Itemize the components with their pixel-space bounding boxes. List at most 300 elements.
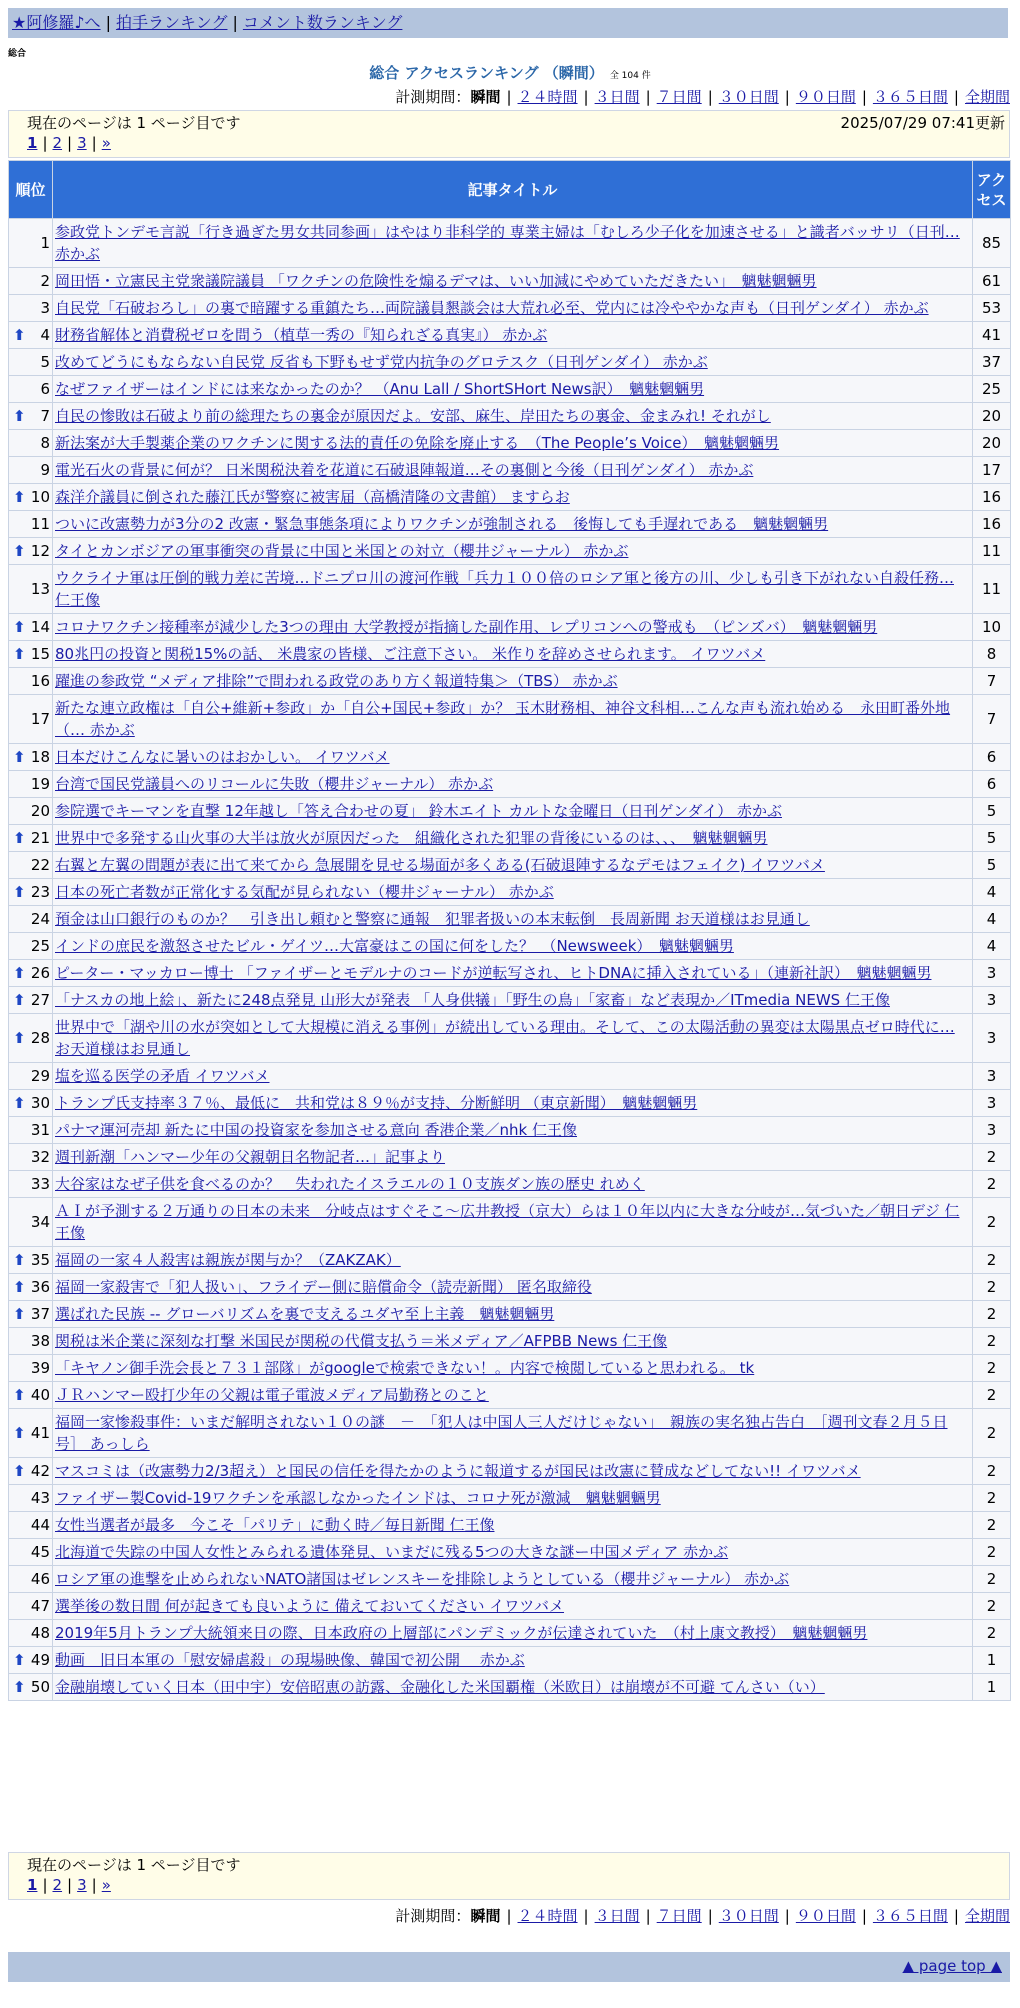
rank-number: 40	[30, 1386, 50, 1404]
table-row	[9, 1674, 1011, 1701]
table-row	[9, 614, 1011, 641]
period-link[interactable]: ２４時間	[517, 88, 578, 106]
access-count: 2	[973, 1485, 1011, 1512]
article-link[interactable]: 自民の惨敗は石破より前の総理たちの裏金が原因だよ。安部、麻生、岸田たちの裏金、金まみれ! それがし	[55, 407, 771, 425]
rank-up-arrow-icon: ⬆	[13, 883, 26, 901]
table-row	[9, 987, 1011, 1014]
rank-cell	[9, 987, 53, 1014]
table-row	[9, 268, 1011, 295]
article-link[interactable]: 選ばれた民族 -- グローバリズムを裏で支えるユダヤ至上主義 魑魅魍魎男	[55, 1305, 555, 1323]
page-link[interactable]: 3	[77, 1876, 87, 1894]
title-cell	[53, 457, 973, 484]
period-selector-top	[395, 86, 1010, 108]
article-link[interactable]: 躍進の参政党 “メディア排除”で問われる政党のあり方く報道特集＞（TBS） 赤かぶ	[55, 672, 618, 690]
table-row	[9, 879, 1011, 906]
access-count: 2	[973, 1409, 1011, 1458]
access-count: 11	[973, 538, 1011, 565]
ranking-title: 総合 アクセスランキング （瞬間）	[369, 64, 604, 82]
page-link[interactable]: »	[101, 1876, 111, 1894]
table-row	[9, 852, 1011, 879]
rank-number: 33	[30, 1175, 50, 1193]
table-row	[9, 1647, 1011, 1674]
rank-cell	[9, 1674, 53, 1701]
period-link[interactable]: ７日間	[656, 88, 702, 106]
article-link[interactable]: 「キヤノン御手洗会長と７３１部隊」がgoogleで検索できない！。内容で検閲していると思われる。 tk	[55, 1359, 755, 1377]
title-cell	[53, 349, 973, 376]
rank-cell	[9, 1014, 53, 1063]
access-count: 2	[973, 1355, 1011, 1382]
article-link[interactable]: 改めてどうにもならない自民党 反省も下野もせず党内抗争のグロテスク（日刊ゲンダイ） 赤かぶ	[55, 353, 708, 371]
access-count: 2	[973, 1171, 1011, 1198]
total-count: 全 104 件	[609, 71, 651, 81]
article-link[interactable]: 森洋介議員に倒された藤江氏が警察に被害届（高橋清隆の文書館） ますらお	[55, 488, 570, 506]
rank-cell	[9, 349, 53, 376]
rank-cell	[9, 1458, 53, 1485]
table-row	[9, 403, 1011, 430]
table-header-row	[9, 161, 1011, 219]
rank-number: 44	[30, 1516, 50, 1534]
period-link[interactable]: ３６５日間	[872, 88, 948, 106]
table-row	[9, 1301, 1011, 1328]
access-count: 6	[973, 744, 1011, 771]
rank-number: 41	[30, 1424, 50, 1442]
rank-cell	[9, 1382, 53, 1409]
access-count: 3	[973, 987, 1011, 1014]
table-row	[9, 1355, 1011, 1382]
rank-number: 42	[30, 1462, 50, 1480]
rank-cell	[9, 376, 53, 403]
rank-number: 16	[30, 672, 50, 690]
access-count: 2	[973, 1593, 1011, 1620]
rank-number: 27	[30, 991, 50, 1009]
article-link[interactable]: 「ナスカの地上絵」、新たに248点発見 山形大が発表 「人身供犠」「野生の鳥」「家畜」など表現か／ITmedia NEWS 仁王像	[55, 991, 890, 1009]
rank-number: 48	[30, 1624, 50, 1642]
rank-number: 5	[40, 353, 50, 371]
title-cell	[53, 268, 973, 295]
period-link[interactable]: ３日間	[594, 88, 640, 106]
title-cell	[53, 430, 973, 457]
rank-number: 31	[30, 1121, 50, 1139]
article-link[interactable]: 大谷家はなぜ子供を食べるのか？ 失われたイスラエルの１０支族ダン族の歴史 れめく	[55, 1175, 645, 1193]
period-separator: |	[784, 88, 790, 106]
rank-cell	[9, 1328, 53, 1355]
rank-cell	[9, 295, 53, 322]
period-separator: |	[784, 1907, 790, 1925]
rank-cell	[9, 1144, 53, 1171]
rank-up-arrow-icon: ⬆	[13, 1678, 26, 1696]
table-row	[9, 744, 1011, 771]
rank-up-arrow-icon: ⬆	[13, 618, 26, 636]
article-link[interactable]: コロナワクチン接種率が減少した3つの理由 大学教授が指摘した副作用、レプリコンへの警戒も （ピンズバ） 魑魅魍魎男	[55, 618, 878, 636]
rank-number: 22	[30, 856, 50, 874]
rank-cell	[9, 1566, 53, 1593]
article-link[interactable]: 金融崩壊していく日本（田中宇）安倍昭恵の訪露、金融化した米国覇権（米欧日）は崩壊が不可避 てんさい（い）	[55, 1678, 825, 1696]
article-link[interactable]: 2019年5月トランプ大統領来日の際、日本政府の上層部にパンデミックが伝達されていた （村上康文教授） 魑魅魍魎男	[55, 1624, 868, 1642]
title-cell	[53, 879, 973, 906]
article-link[interactable]: 女性当選者が最多 今こそ「パリテ」に動く時／毎日新聞 仁王像	[55, 1516, 495, 1534]
rank-up-arrow-icon: ⬆	[13, 829, 26, 847]
bottom-bar	[8, 1952, 1010, 1982]
article-link[interactable]: 北海道で失踪の中国人女性とみられる遺体発見、いまだに残る5つの大きな謎ー中国メディア 赤かぶ	[55, 1543, 729, 1561]
table-row	[9, 1247, 1011, 1274]
access-count: 17	[973, 457, 1011, 484]
article-link[interactable]: 預金は山口銀行のものか？ 引き出し頼むと警察に通報 犯罪者扱いの本末転倒 長周新聞 お天道様はお見通し	[55, 910, 810, 928]
rank-cell	[9, 430, 53, 457]
period-separator: |	[707, 1907, 713, 1925]
period-link[interactable]: ３０日間	[718, 1907, 779, 1925]
period-separator: |	[861, 88, 867, 106]
rank-cell	[9, 668, 53, 695]
rank-cell	[9, 457, 53, 484]
rank-up-arrow-icon: ⬆	[13, 488, 26, 506]
rank-number: 19	[30, 775, 50, 793]
table-row	[9, 322, 1011, 349]
title-cell	[53, 322, 973, 349]
access-count: 16	[973, 484, 1011, 511]
title-header: 記事タイトル	[53, 161, 973, 219]
rank-cell	[9, 511, 53, 538]
access-count: 5	[973, 798, 1011, 825]
access-count: 2	[973, 1566, 1011, 1593]
access-count: 10	[973, 614, 1011, 641]
table-row	[9, 668, 1011, 695]
rank-number: 32	[30, 1148, 50, 1166]
rank-cell	[9, 852, 53, 879]
table-row	[9, 376, 1011, 403]
period-separator: |	[506, 88, 512, 106]
rank-up-arrow-icon: ⬆	[13, 964, 26, 982]
rank-up-arrow-icon: ⬆	[13, 542, 26, 560]
table-row	[9, 1144, 1011, 1171]
period-link[interactable]: ２４時間	[517, 1907, 578, 1925]
article-link[interactable]: 新法案が大手製薬企業のワクチンに関する法的責任の免除を廃止する （The People’s Voice） 魑魅魍魎男	[55, 434, 780, 452]
table-row	[9, 1409, 1011, 1458]
table-row	[9, 219, 1011, 268]
table-row	[9, 1512, 1011, 1539]
title-cell	[53, 933, 973, 960]
page-separator: |	[67, 134, 73, 152]
article-link[interactable]: 右翼と左翼の問題が表に出て来てから 急展開を見せる場面が多くある(石破退陣するなデモはフェイク) イワツバメ	[55, 856, 825, 874]
table-row	[9, 1458, 1011, 1485]
rank-cell	[9, 1063, 53, 1090]
rank-cell	[9, 1355, 53, 1382]
access-count: 11	[973, 565, 1011, 614]
rank-up-arrow-icon: ⬆	[13, 1094, 26, 1112]
access-count: 2	[973, 1198, 1011, 1247]
period-current: 瞬間	[470, 88, 501, 106]
rank-cell	[9, 403, 53, 430]
period-separator: |	[953, 88, 959, 106]
access-count: 16	[973, 511, 1011, 538]
access-count: 2	[973, 1274, 1011, 1301]
rank-number: 10	[30, 488, 50, 506]
title-cell	[53, 1301, 973, 1328]
rank-cell	[9, 538, 53, 565]
page-info-text: 現在のページは 1 ページ目です	[27, 114, 241, 132]
period-separator: |	[861, 1907, 867, 1925]
pagination-bottom	[8, 1852, 1010, 1900]
rank-number: 34	[30, 1213, 50, 1231]
access-count: 2	[973, 1620, 1011, 1647]
article-link[interactable]: ロシア軍の進撃を止められないNATO諸国はゼレンスキーを排除しようとしている（櫻井ジャーナル） 赤かぶ	[55, 1570, 790, 1588]
article-link[interactable]: 台湾で国民党議員へのリコールに失敗（櫻井ジャーナル） 赤かぶ	[55, 775, 494, 793]
rank-number: 49	[30, 1651, 50, 1669]
period-link[interactable]: ３日間	[594, 1907, 640, 1925]
title-cell	[53, 1117, 973, 1144]
rank-number: 15	[30, 645, 50, 663]
article-link[interactable]: ウクライナ軍は圧倒的戦力差に苦境…ドニプロ川の渡河作戦「兵力１００倍のロシア軍と後方の川、少しも引き下がれない自殺任務… 仁王像	[55, 569, 954, 609]
title-cell	[53, 484, 973, 511]
title-cell	[53, 1171, 973, 1198]
article-link[interactable]: 参政党トンデモ言説「行き過ぎた男女共同参画」はやはり非科学的 専業主婦は「むしろ少子化を加速させる」と識者バッサリ（日刊… 赤かぶ	[55, 223, 960, 263]
access-count: 2	[973, 1301, 1011, 1328]
rank-cell	[9, 1539, 53, 1566]
page-link[interactable]: 2	[52, 134, 63, 152]
period-separator: |	[506, 1907, 512, 1925]
table-row	[9, 1593, 1011, 1620]
access-count: 5	[973, 825, 1011, 852]
article-link[interactable]: 福岡一家惨殺事件：いまだ解明されない１０の謎 － 「犯人は中国人三人だけじゃない」 親族の実名独占告白 ［週刊文春２月５日号］ あっしら	[55, 1413, 948, 1453]
rank-cell	[9, 268, 53, 295]
page-link[interactable]: 3	[77, 134, 87, 152]
title-cell	[53, 511, 973, 538]
title-cell	[53, 1539, 973, 1566]
period-link[interactable]: ３６５日間	[872, 1907, 948, 1925]
title-cell	[53, 614, 973, 641]
title-cell	[53, 1566, 973, 1593]
article-link[interactable]: 動画 旧日本軍の「慰安婦虐殺」の現場映像、韓国で初公開 赤かぶ	[55, 1651, 525, 1669]
title-cell	[53, 1620, 973, 1647]
access-count: 2	[973, 1328, 1011, 1355]
rank-cell	[9, 960, 53, 987]
title-cell	[53, 1485, 973, 1512]
nav-separator: |	[105, 13, 111, 32]
table-row	[9, 538, 1011, 565]
rank-up-arrow-icon: ⬆	[13, 748, 26, 766]
rank-up-arrow-icon: ⬆	[13, 991, 26, 1009]
rank-number: 24	[30, 910, 50, 928]
pagination-top	[8, 110, 1010, 158]
table-row	[9, 960, 1011, 987]
article-link[interactable]: ＡＩが予測する２万通りの日本の未来 分岐点はすぐそこ～広井教授（京大）らは１０年以内に大きな分岐が…気づいた／朝日デジ 仁王像	[55, 1202, 960, 1242]
rank-number: 12	[30, 542, 50, 560]
table-row	[9, 1198, 1011, 1247]
updated-time: 2025/07/29 07:41更新	[840, 114, 1005, 132]
access-count: 3	[973, 1090, 1011, 1117]
period-link[interactable]: ３０日間	[718, 88, 779, 106]
article-link[interactable]: インドの庶民を激怒させたビル・ゲイツ…大富豪はこの国に何をした？ （Newsweek） 魑魅魍魎男	[55, 937, 734, 955]
article-link[interactable]: 電光石火の背景に何が？ 日米関税決着を花道に石破退陣報道…その裏側と今後（日刊ゲンダイ） 赤かぶ	[55, 461, 754, 479]
rank-number: 21	[30, 829, 50, 847]
article-link[interactable]: 関税は米企業に深刻な打撃 米国民が関税の代償支払う＝米メディア／AFPBB News 仁王像	[55, 1332, 668, 1350]
article-link[interactable]: ファイザー製Covid-19ワクチンを承認しなかったインドは、コロナ死が激減 魑魅魍魎男	[55, 1489, 661, 1507]
page-link[interactable]: 2	[52, 1876, 63, 1894]
rank-number: 17	[30, 710, 50, 728]
title-cell	[53, 1647, 973, 1674]
article-link[interactable]: ピーター・マッカロー博士 「ファイザーとモデルナのコードが逆転写され、ヒトDNAに挿入されている」（連新社訳） 魑魅魍魎男	[55, 964, 932, 982]
table-row	[9, 825, 1011, 852]
page-title	[0, 62, 1020, 87]
article-link[interactable]: 福岡一家殺害で「犯人扱い」、フライデー側に賠償命令（読売新聞） 匿名取締役	[55, 1278, 592, 1296]
page-separator: |	[67, 1876, 73, 1894]
period-link[interactable]: ９０日間	[795, 88, 856, 106]
access-count: 25	[973, 376, 1011, 403]
rank-cell	[9, 1620, 53, 1647]
page-link[interactable]: »	[101, 134, 111, 152]
rank-number: 13	[30, 580, 50, 598]
access-header: アクセス	[973, 161, 1011, 219]
rank-number: 3	[40, 299, 50, 317]
article-link[interactable]: 80兆円の投資と関税15%の話、 米農家の皆様、ご注意下さい。 米作りを辞めさせられます。 イワツバメ	[55, 645, 766, 663]
rank-number: 20	[30, 802, 50, 820]
article-link[interactable]: マスコミは（改憲勢力2/3超え）と国民の信任を得たかのように報道するが国民は改憲に賛成などしてない!! イワツバメ	[55, 1462, 861, 1480]
page-links	[27, 1875, 1009, 1895]
access-count: 8	[973, 641, 1011, 668]
rank-number: 1	[40, 234, 50, 252]
article-link[interactable]: パナマ運河売却 新たに中国の投資家を参加させる意向 香港企業／nhk 仁王像	[55, 1121, 578, 1139]
title-cell	[53, 565, 973, 614]
article-link[interactable]: 新たな連立政権は「自公+維新+参政」か「自公+国民+参政」か？ 玉木財務相、神谷文科相…こんな声も流れ始める 永田町番外地（… 赤かぶ	[55, 699, 951, 739]
title-cell	[53, 960, 973, 987]
article-link[interactable]: ついに改憲勢力が3分の2 改憲・緊急事態条項によりワクチンが強制される 後悔しても手遅れである 魑魅魍魎男	[55, 515, 829, 533]
rank-number: 2	[40, 272, 50, 290]
title-cell	[53, 1144, 973, 1171]
ranking-table	[8, 160, 1011, 1701]
period-link[interactable]: 全期間	[964, 88, 1010, 106]
access-count: 2	[973, 1458, 1011, 1485]
title-cell	[53, 1198, 973, 1247]
title-cell	[53, 987, 973, 1014]
rank-number: 39	[30, 1359, 50, 1377]
access-count: 53	[973, 295, 1011, 322]
title-cell	[53, 1274, 973, 1301]
rank-cell	[9, 1090, 53, 1117]
comment-ranking-link[interactable]: コメント数ランキング	[242, 13, 403, 32]
access-count: 3	[973, 1014, 1011, 1063]
article-link[interactable]: 自民党「石破おろし」の裏で暗躍する重鎮たち…両院議員懇談会は大荒れ必至、党内には冷ややかな声も（日刊ゲンダイ） 赤かぶ	[55, 299, 929, 317]
title-cell	[53, 1014, 973, 1063]
access-count: 2	[973, 1539, 1011, 1566]
article-link[interactable]: 週刊新潮「ハンマー少年の父親朝日名物記者…」記事より	[55, 1148, 446, 1166]
access-count: 37	[973, 349, 1011, 376]
table-row	[9, 457, 1011, 484]
title-cell	[53, 825, 973, 852]
access-count: 2	[973, 1512, 1011, 1539]
rank-cell	[9, 771, 53, 798]
rank-number: 50	[30, 1678, 50, 1696]
nav-separator: |	[232, 13, 238, 32]
page-link-current[interactable]: 1	[27, 134, 38, 152]
table-row	[9, 511, 1011, 538]
article-link[interactable]: 選挙後の数日間 何が起きても良いように 備えておいてください イワツバメ	[55, 1597, 565, 1615]
rank-number: 47	[30, 1597, 50, 1615]
period-separator: |	[583, 88, 589, 106]
access-count: 20	[973, 430, 1011, 457]
page-link-current[interactable]: 1	[27, 1876, 38, 1894]
period-link[interactable]: ７日間	[656, 1907, 702, 1925]
title-cell	[53, 1355, 973, 1382]
rank-number: 43	[30, 1489, 50, 1507]
article-link[interactable]: 福岡の一家４人殺害は親族が関与か？（ZAKZAK）	[55, 1251, 401, 1269]
rank-cell	[9, 695, 53, 744]
access-count: 85	[973, 219, 1011, 268]
access-count: 2	[973, 1144, 1011, 1171]
rank-up-arrow-icon: ⬆	[13, 1651, 26, 1669]
applause-ranking-link[interactable]: 拍手ランキング	[115, 13, 228, 32]
article-link[interactable]: なぜファイザーはインドには来なかったのか？ （Anu Lall / ShortSHort News訳） 魑魅魍魎男	[55, 380, 705, 398]
table-row	[9, 565, 1011, 614]
article-link[interactable]: 岡田悟・立憲民主党衆議院議員 「ワクチンの危険性を煽るデマは、いい加減にやめていただきたい」 魑魅魍魎男	[55, 272, 817, 290]
page-top-link[interactable]: ▲ page top ▲	[902, 1957, 1002, 1975]
rank-up-arrow-icon: ⬆	[13, 326, 26, 344]
title-cell	[53, 219, 973, 268]
article-link[interactable]: 塩を巡る医学の矛盾 イワツバメ	[55, 1067, 270, 1085]
table-row	[9, 1014, 1011, 1063]
table-row	[9, 349, 1011, 376]
page-separator: |	[42, 134, 48, 152]
rank-cell	[9, 1171, 53, 1198]
access-count: 4	[973, 933, 1011, 960]
table-row	[9, 695, 1011, 744]
rank-cell	[9, 744, 53, 771]
article-link[interactable]: 世界中で多発する山火事の大半は放火が原因だった 組織化された犯罪の背後にいるのは、、、 魑魅魍魎男	[55, 829, 768, 847]
article-link[interactable]: トランプ氏支持率３７％、最低に 共和党は８９％が支持、分断鮮明 （東京新聞） 魑魅魍魎男	[55, 1094, 698, 1112]
access-count: 4	[973, 906, 1011, 933]
rank-number: 38	[30, 1332, 50, 1350]
rank-cell	[9, 933, 53, 960]
rank-number: 46	[30, 1570, 50, 1588]
period-link[interactable]: 全期間	[964, 1907, 1010, 1925]
rank-number: 18	[30, 748, 50, 766]
table-row	[9, 771, 1011, 798]
rank-cell	[9, 1247, 53, 1274]
page-separator: |	[91, 134, 97, 152]
title-cell	[53, 1063, 973, 1090]
title-cell	[53, 1247, 973, 1274]
period-separator: |	[645, 88, 651, 106]
article-link[interactable]: タイとカンボジアの軍事衝突の背景に中国と米国との対立（櫻井ジャーナル） 赤かぶ	[55, 542, 629, 560]
access-count: 41	[973, 322, 1011, 349]
access-count: 6	[973, 771, 1011, 798]
rank-cell	[9, 1485, 53, 1512]
rank-number: 26	[30, 964, 50, 982]
article-link[interactable]: 世界中で「湖や川の水が突如として大規模に消える事例」が続出している理由。そして、この太陽活動の異変は太陽黒点ゼロ時代に… お天道様はお見通し	[55, 1018, 955, 1058]
article-link[interactable]: 日本だけこんなに暑いのはおかしい。 イワツバメ	[55, 748, 390, 766]
rank-up-arrow-icon: ⬆	[13, 1386, 26, 1404]
rank-up-arrow-icon: ⬆	[13, 1424, 26, 1442]
title-cell	[53, 1409, 973, 1458]
period-link[interactable]: ９０日間	[795, 1907, 856, 1925]
article-link[interactable]: 参院選でキーマンを直撃 12年越し「答え合わせの夏」 鈴木エイト カルトな金曜日（日刊ゲンダイ） 赤かぶ	[55, 802, 782, 820]
rank-cell	[9, 1593, 53, 1620]
table-row	[9, 1171, 1011, 1198]
access-count: 2	[973, 1382, 1011, 1409]
period-separator: |	[953, 1907, 959, 1925]
period-selector-bottom	[395, 1905, 1010, 1927]
access-count: 7	[973, 668, 1011, 695]
article-link[interactable]: ＪＲハンマー殴打少年の父親は電子電波メディア局勤務とのこと	[55, 1386, 489, 1404]
rank-number: 6	[40, 380, 50, 398]
table-row	[9, 1063, 1011, 1090]
title-cell	[53, 906, 973, 933]
rank-number: 9	[40, 461, 50, 479]
rank-cell	[9, 1647, 53, 1674]
title-cell	[53, 668, 973, 695]
article-link[interactable]: 日本の死亡者数が正常化する気配が見られない（櫻井ジャーナル） 赤かぶ	[55, 883, 554, 901]
home-link[interactable]: ★阿修羅♪へ	[12, 13, 101, 32]
period-separator: |	[707, 88, 713, 106]
article-link[interactable]: 財務省解体と消費税ゼロを問う（植草一秀の『知られざる真実』） 赤かぶ	[55, 326, 548, 344]
